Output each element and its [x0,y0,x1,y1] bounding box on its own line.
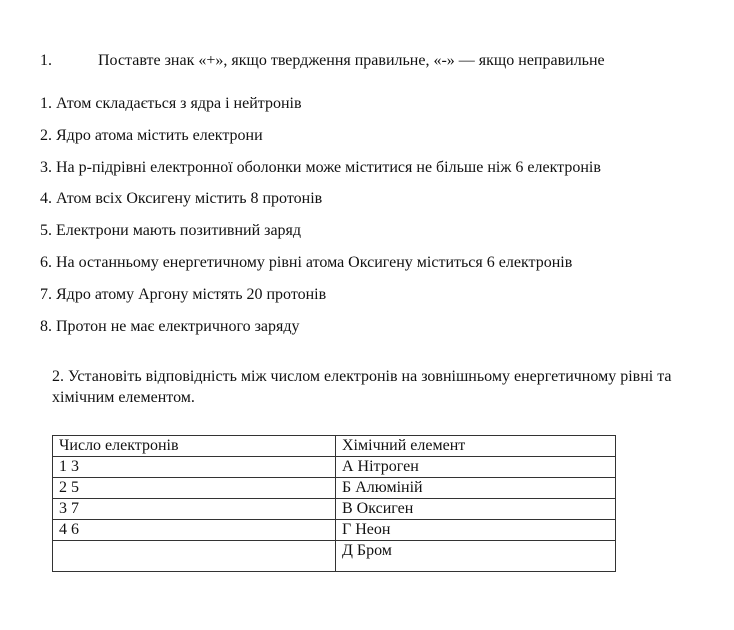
table-cell: Д Бром [336,541,616,572]
statement-item: 4. Атом всіх Оксигену містить 8 протонів [40,190,323,208]
statement-item: 1. Атом складається з ядра і нейтронів [40,95,302,112]
table-row [53,499,616,520]
table-cell: 1 3 [53,457,336,478]
matching-table [52,435,616,572]
table-cell: А Нітроген [336,457,616,478]
statement-list [40,94,601,348]
table-cell: Б Алюміній [336,478,616,499]
statement-item: 7. Ядро атому Аргону містять 20 протонів [40,285,327,303]
statement-item: 2. Ядро атома містить електрони [40,126,263,144]
header-electron-count: Число електронів [53,436,336,457]
question-1-title: Поставте знак «+», якщо твердження правильне, «-» — якщо неправильне [98,52,605,69]
statement-item: 3. На p-підрівні електронної оболонки може міститися не більше ніж 6 електронів [40,158,601,176]
question-1-number: 1. [40,52,52,69]
table-row [53,457,616,478]
statement-item: 5. Електрони мають позитивний заряд [40,222,302,240]
table-header-row [53,436,616,457]
statement-item: 6. На останньому енергетичному рівні атома Оксигену міститься 6 електронів [40,253,573,271]
table-cell: 3 7 [53,499,336,520]
table-row [53,478,616,499]
table-cell: 2 5 [53,478,336,499]
table-row [53,541,616,572]
table-cell [53,541,336,572]
table-cell: В Оксиген [336,499,616,520]
table-cell: 4 6 [53,520,336,541]
table-row [53,520,616,541]
header-chemical-element: Хімічний елемент [336,436,616,457]
table-cell: Г Неон [336,520,616,541]
question-2-text: 2. Установіть відповідність між числом електронів на зовнішньому енергетичному рівні та хімічним елементом. [52,368,672,406]
statement-item: 8. Протон не має електричного заряду [40,317,300,335]
